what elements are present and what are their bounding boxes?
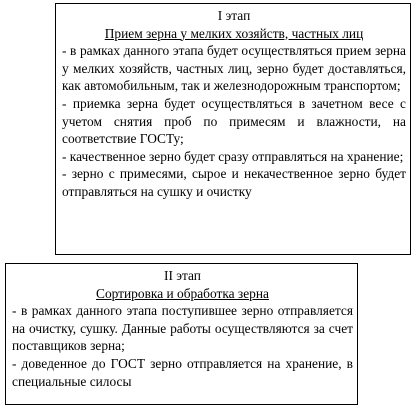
stage-1-item-3: - качественное зерно будет сразу отправляться на хранение; [62,148,404,164]
stage-2-item-1: - в рамках данного этапа поступившее зерно отправляется на очистку, сушку. Данные работы осуществляются за счет поставщиков зерна; [12,303,353,354]
stage-1-item-2: - приемка зерна будет осуществляться в зачетном весе с учетом снятия проб по примесям и влажности, на соответствие ГОСТу; [62,95,406,147]
stage-1-list [62,42,406,200]
stage-2-list [12,302,353,390]
stage-1-title: I этап [217,8,251,23]
stage-2-heading: Сортировка и обработка зерна [96,285,269,301]
stage-1-item-1: - в рамках данного этапа будет осуществляться прием зерна у мелких хозяйств, частных лиц, зерно будет доставляться, как автомобильным, так и железнодорожным транспортом; [62,43,406,94]
stage-1-heading: Прием зерна у мелких хозяйств, частных лиц [104,25,364,41]
stage-2-box [5,263,358,405]
stage-1-item-4: - зерно с примесями, сырое и некачественное зерно будет отправляться на сушку и очистку [62,166,406,199]
stage-2-item-2: - доведенное до ГОСТ зерно отправляется на хранение, в специальные силосы [12,355,353,389]
stage-2-title: II этап [164,268,201,283]
stage-1-box [55,3,411,255]
